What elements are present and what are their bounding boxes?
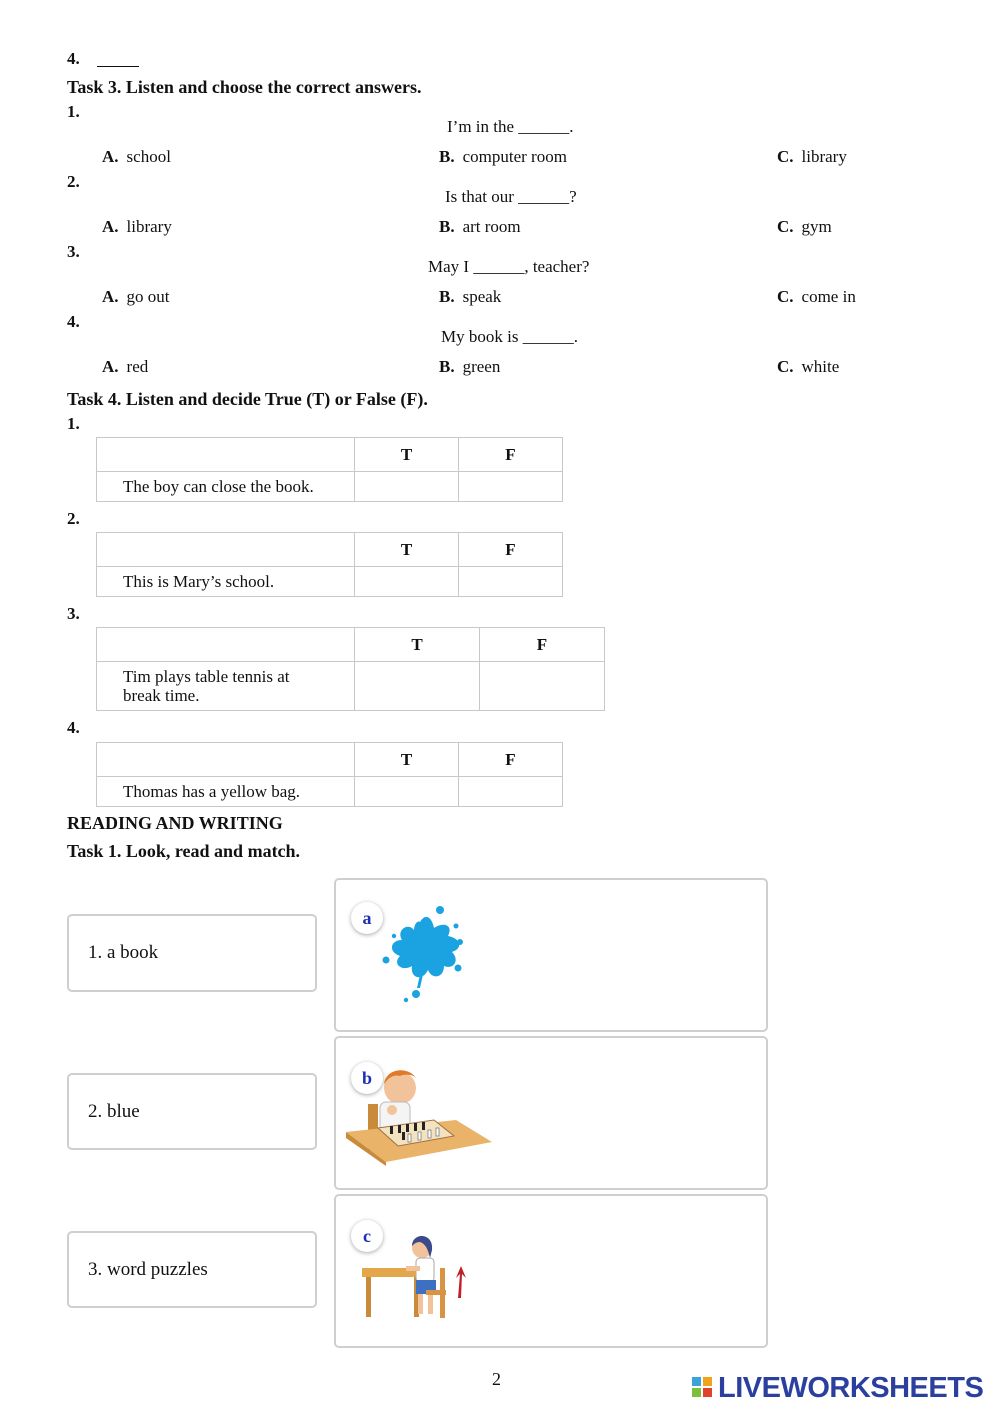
match-left-label: 2. blue (88, 1100, 140, 1122)
false-header: F (480, 628, 605, 662)
question-number: 4. (67, 312, 80, 331)
option-letter: A. (102, 217, 119, 236)
logo-square-green (692, 1388, 701, 1397)
statement-header (97, 743, 355, 777)
tf-table-2 (96, 532, 563, 597)
tf-table-4 (96, 742, 563, 807)
item-number: 2. (67, 509, 80, 528)
logo-square-blue (692, 1377, 701, 1386)
option-a[interactable] (102, 287, 170, 307)
option-text: art room (462, 217, 521, 236)
question-number: 1. (67, 102, 80, 121)
false-header: F (459, 533, 563, 567)
option-text: go out (126, 287, 170, 306)
liveworksheets-logo-text: LIVEWORKSHEETS (718, 1372, 984, 1404)
task4-title: Task 4. Listen and decide True (T) or False (F). (67, 389, 428, 409)
section-title: READING AND WRITING (67, 813, 283, 833)
false-header: F (459, 438, 563, 472)
true-header: T (355, 628, 480, 662)
option-letter: C. (777, 357, 794, 376)
option-letter: B. (439, 357, 455, 376)
logo-square-red (703, 1388, 712, 1397)
statement-cell: Tim plays table tennis at break time. (97, 662, 355, 711)
statement-header (97, 628, 355, 662)
option-a[interactable] (102, 217, 172, 237)
match-left-item-2[interactable] (67, 1073, 317, 1150)
option-letter: C. (777, 217, 794, 236)
option-a[interactable] (102, 147, 171, 167)
option-c[interactable] (777, 147, 847, 167)
question-text: I’m in the ______. (447, 117, 574, 136)
option-b[interactable] (439, 357, 500, 377)
option-letter: C. (777, 147, 794, 166)
true-header: T (355, 438, 459, 472)
option-c[interactable] (777, 287, 856, 307)
false-answer-cell[interactable] (480, 662, 605, 711)
match-left-label: 1. a book (88, 942, 159, 963)
question-text: May I ______, teacher? (428, 257, 590, 276)
option-text: computer room (462, 147, 567, 166)
tf-table-3 (96, 627, 605, 711)
badge-a: a (351, 902, 383, 934)
false-answer-cell[interactable] (459, 472, 563, 502)
prev-item-number: 4. (67, 49, 80, 68)
option-c[interactable] (777, 357, 839, 377)
statement-header (97, 438, 355, 472)
option-text: white (801, 357, 840, 376)
false-answer-cell[interactable] (459, 567, 563, 597)
statement-cell: The boy can close the book. (97, 472, 355, 502)
option-text: speak (462, 287, 502, 306)
option-text: come in (801, 287, 856, 306)
true-answer-cell[interactable] (355, 662, 480, 711)
liveworksheets-logo-icon (692, 1377, 714, 1401)
match-left-label: 3. word puzzles (88, 1258, 208, 1280)
option-text: red (126, 357, 149, 376)
false-answer-cell[interactable] (459, 777, 563, 807)
tf-table-1 (96, 437, 563, 502)
option-c[interactable] (777, 217, 832, 237)
true-answer-cell[interactable] (355, 777, 459, 807)
badge-b: b (351, 1062, 383, 1094)
item-number: 1. (67, 414, 80, 433)
option-text: library (801, 147, 847, 166)
true-header: T (355, 743, 459, 777)
option-letter: C. (777, 287, 794, 306)
match-right-item-c[interactable] (334, 1194, 768, 1348)
badge-c: c (351, 1220, 383, 1252)
option-b[interactable] (439, 147, 567, 167)
option-letter: B. (439, 217, 455, 236)
match-right-item-a[interactable] (334, 878, 768, 1032)
match-right-item-b[interactable] (334, 1036, 768, 1190)
option-letter: A. (102, 147, 119, 166)
question-number: 3. (67, 242, 80, 261)
answer-blank[interactable] (97, 52, 139, 67)
option-a[interactable] (102, 357, 148, 377)
question-number: 2. (67, 172, 80, 191)
false-header: F (459, 743, 563, 777)
true-answer-cell[interactable] (355, 472, 459, 502)
item-number: 4. (67, 718, 80, 737)
statement-header (97, 533, 355, 567)
option-letter: A. (102, 287, 119, 306)
option-b[interactable] (439, 287, 501, 307)
option-letter: B. (439, 147, 455, 166)
match-left-item-1[interactable] (67, 914, 317, 992)
question-text: Is that our ______? (445, 187, 577, 206)
option-b[interactable] (439, 217, 521, 237)
logo-square-orange (703, 1377, 712, 1386)
item-number: 3. (67, 604, 80, 623)
question-text: My book is ______. (441, 327, 578, 346)
option-text: green (462, 357, 501, 376)
statement-cell: Thomas has a yellow bag. (97, 777, 355, 807)
statement-cell: This is Mary’s school. (97, 567, 355, 597)
option-letter: A. (102, 357, 119, 376)
option-text: gym (801, 217, 832, 236)
option-text: library (126, 217, 172, 236)
task3-title: Task 3. Listen and choose the correct answers. (67, 77, 422, 97)
option-letter: B. (439, 287, 455, 306)
match-left-item-3[interactable] (67, 1231, 317, 1308)
option-text: school (126, 147, 171, 166)
page-number: 2 (492, 1369, 501, 1389)
paint-splash-image (374, 904, 470, 1004)
true-answer-cell[interactable] (355, 567, 459, 597)
true-header: T (355, 533, 459, 567)
reading-task1-title: Task 1. Look, read and match. (67, 841, 301, 861)
